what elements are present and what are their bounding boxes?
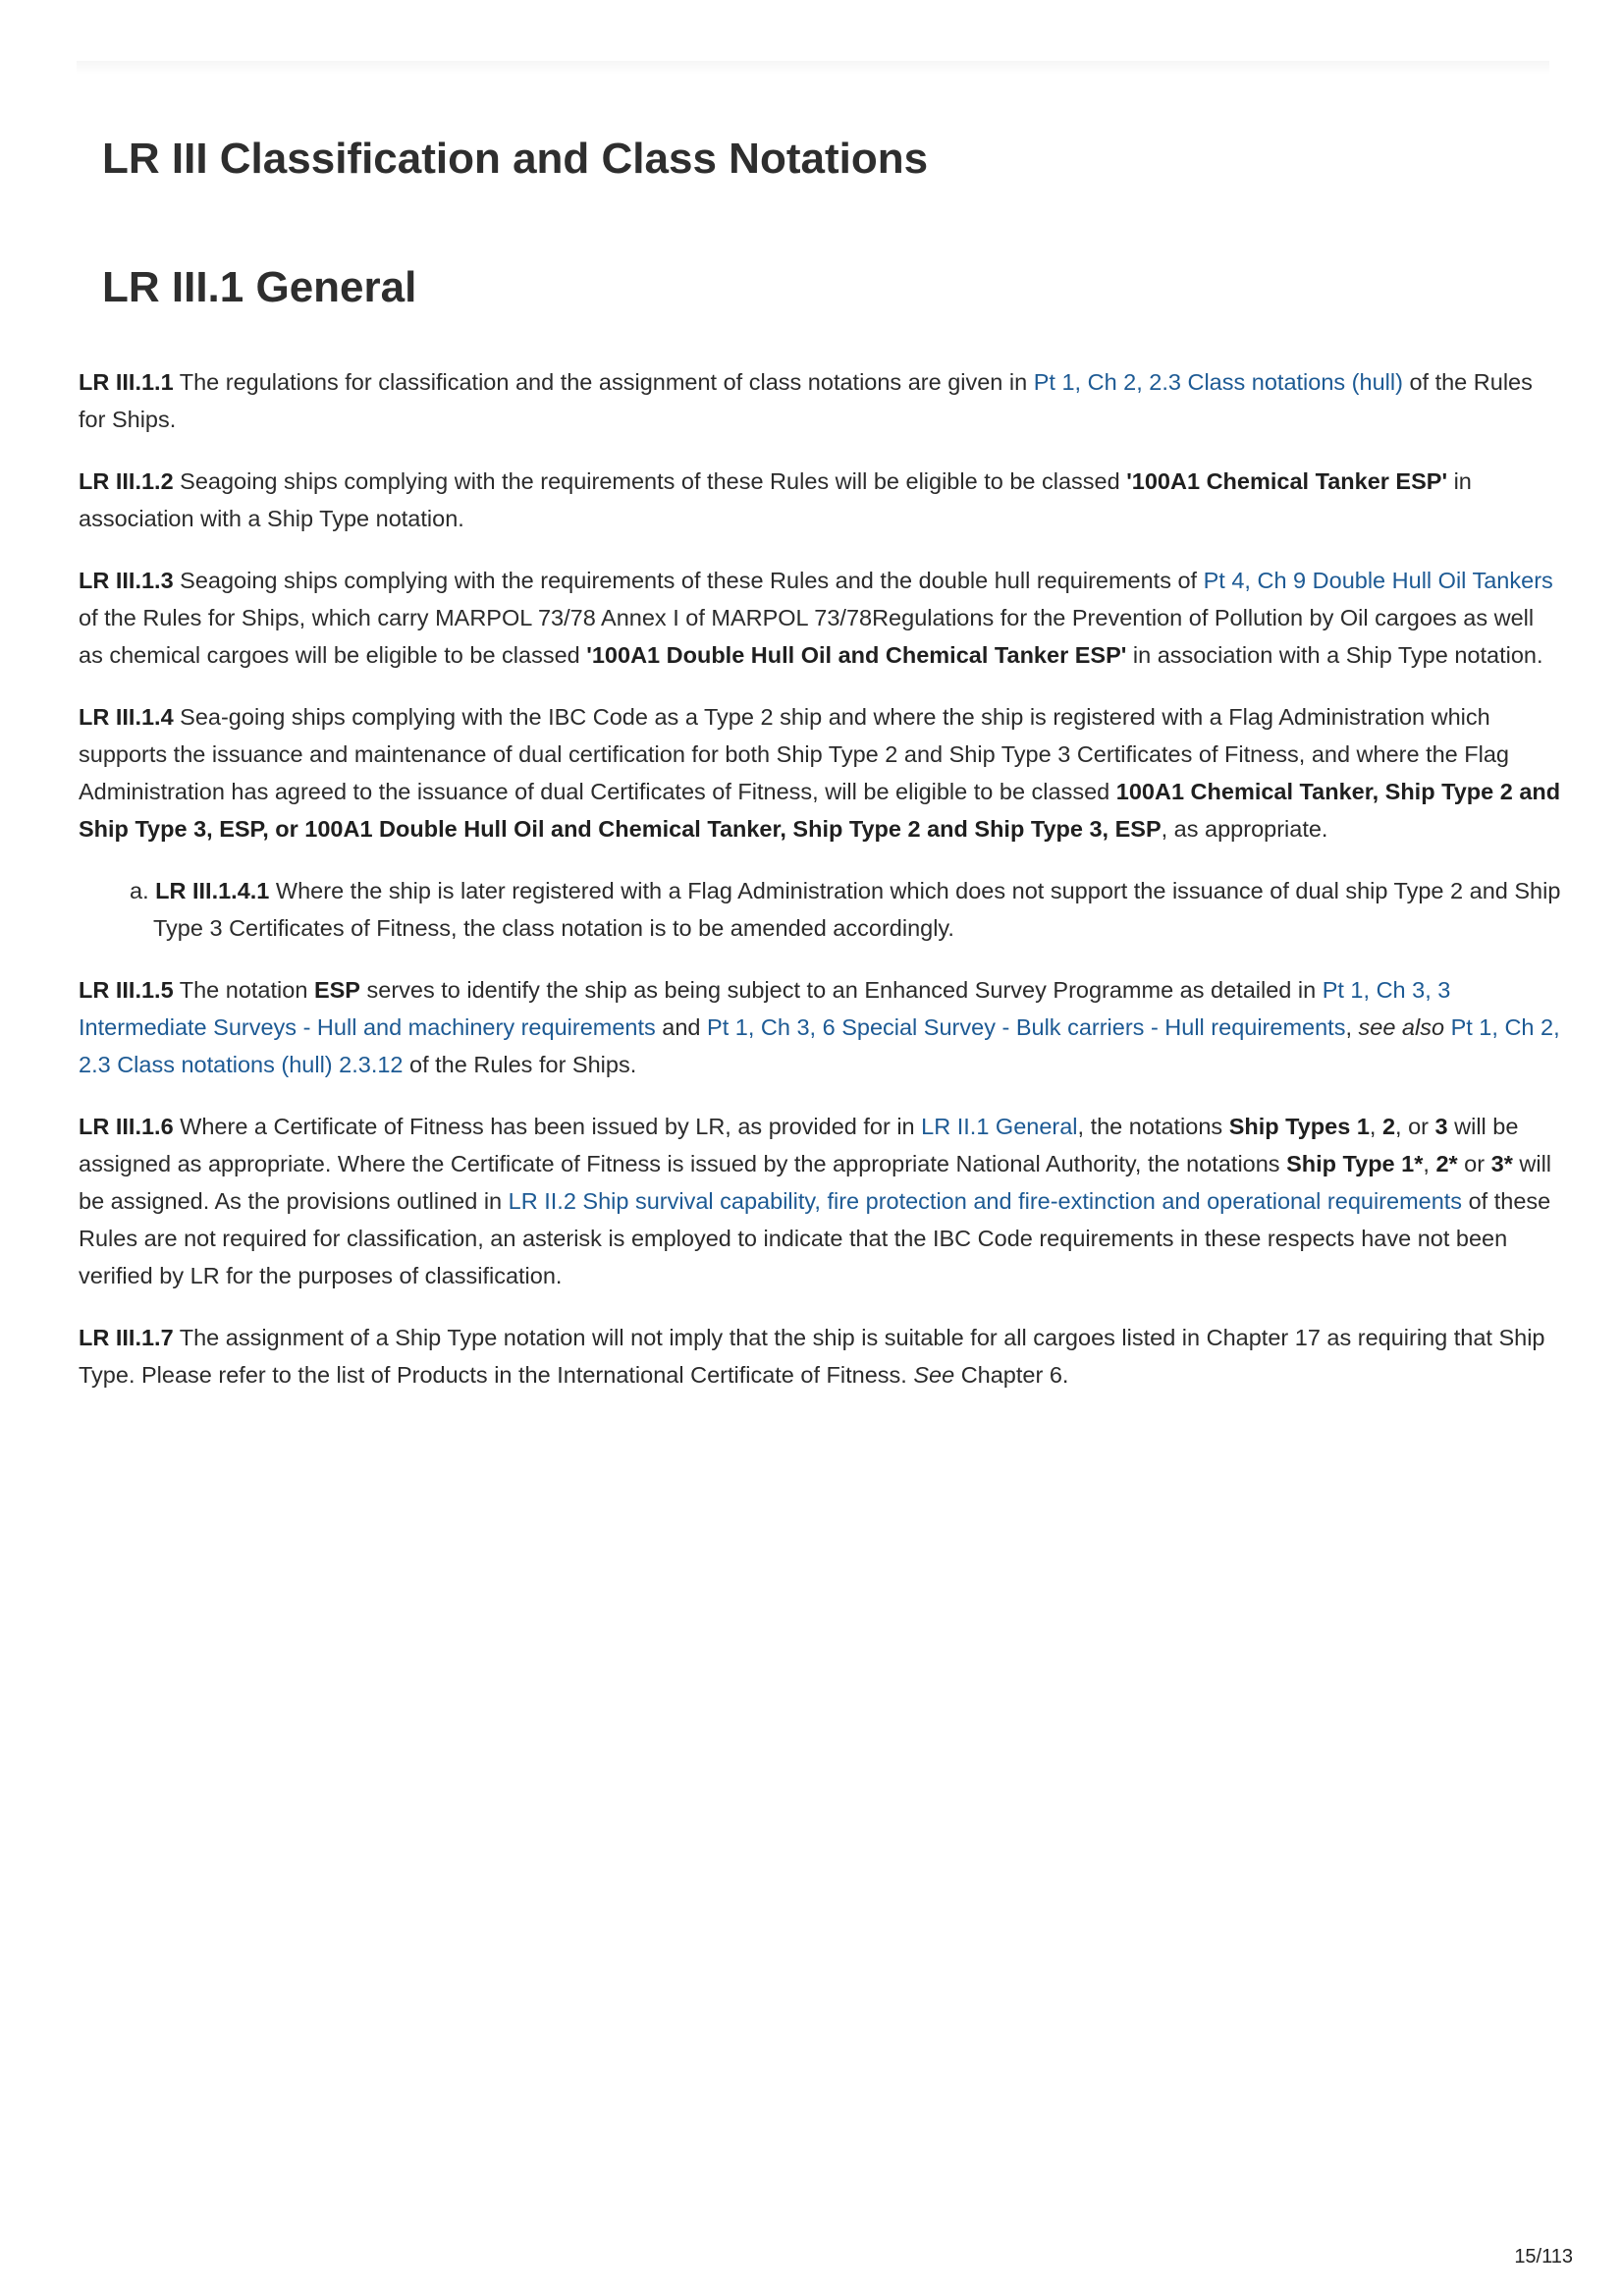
paragraph-III-1-4: LR III.1.4 Sea-going ships complying with the IBC Code as a Type 2 ship and where the ship is registered with a Flag Administration which supports the issuance and maintenance of dual certification for both Ship Type 2 and Ship Type 3 Certificates of Fitness, and where the Flag Administration has agreed to the issuance of dual Certificates of Fitness, will be eligible to be classed 100A1 Chemical Tanker, Ship Type 2 and Ship Type 3, ESP, or 100A1 Double Hull Oil and Chemical Tanker, Ship Type 2 and Ship Type 3, ESP, as appropriate. xyxy=(79,703,1561,842)
clause-number: LR III.1.2 xyxy=(79,467,174,494)
document-body xyxy=(79,118,1561,1394)
class-notation: 100A1 Chemical Tanker, Ship Type 2 and Ship Type 3, ESP, or 100A1 Double Hull Oil and Chemical Tanker, Ship Type 2 and Ship Type 3, ESP xyxy=(79,778,1561,842)
link-pt1-ch3-6[interactable]: Pt 1, Ch 3, 6 Special Survey - Bulk carriers - Hull requirements xyxy=(707,1013,1346,1040)
list-marker: a. xyxy=(130,877,156,903)
chapter-heading: LR III Classification and Class Notations xyxy=(102,135,929,183)
class-notation: '100A1 Double Hull Oil and Chemical Tanker ESP' xyxy=(586,641,1127,668)
link-pt1-ch3-3[interactable]: Pt 1, Ch 3, 3 Intermediate Surveys - Hull and machinery requirements xyxy=(79,976,1451,1040)
link-pt1-ch2-2-3[interactable]: Pt 1, Ch 2, 2.3 Class notations (hull) xyxy=(1033,368,1403,395)
class-notation: '100A1 Chemical Tanker ESP' xyxy=(1126,467,1448,494)
paragraph-III-1-2: LR III.1.2 Seagoing ships complying with the requirements of these Rules will be eligible to be classed '100A1 Chemical Tanker ESP' in association with a Ship Type notation. xyxy=(79,467,1472,531)
clause-number: LR III.1.3 xyxy=(79,567,174,593)
clause-number: LR III.1.4.1 xyxy=(155,877,270,903)
esp-notation: ESP xyxy=(313,976,360,1003)
paragraph-III-1-1: LR III.1.1 The regulations for classification and the assignment of class notations are given in Pt 1, Ch 2, 2.3 Class notations (hull) of the Rules for Ships. xyxy=(79,368,1533,432)
link-pt4-ch9[interactable]: Pt 4, Ch 9 Double Hull Oil Tankers xyxy=(1203,567,1553,593)
link-lr-ii-1[interactable]: LR II.1 General xyxy=(921,1113,1078,1139)
link-lr-ii-2[interactable]: LR II.2 Ship survival capability, fire protection and fire-extinction and operational requirements xyxy=(508,1187,1463,1214)
section-heading: LR III.1 General xyxy=(102,262,417,311)
clause-number: LR III.1.5 xyxy=(79,976,174,1003)
clause-number: LR III.1.7 xyxy=(79,1324,174,1350)
page-number: 15/113 xyxy=(1514,2246,1573,2268)
page-top-shade xyxy=(77,61,1549,75)
clause-number: LR III.1.4 xyxy=(79,703,174,730)
paragraph-III-1-6: LR III.1.6 Where a Certificate of Fitness has been issued by LR, as provided for in LR II.1 General, the notations Ship Types 1, 2, or 3 will be assigned as appropriate. Where the Certificate of Fitness is issued by the appropriate National Authority, the notations Ship Type 1*, 2* or 3* will be assigned. As the provisions outlined in LR II.2 Ship survival capability, fire protection and fire-extinction and operational requirements of these Rules are not required for classification, an asterisk is employed to indicate that the IBC Code requirements in these respects have not been verified by LR for the purposes of classification. xyxy=(79,1113,1552,1288)
paragraph-III-1-4-1: a. LR III.1.4.1 Where the ship is later registered with a Flag Administration which does not support the issuance of dual ship Type 2 and Ship Type 3 Certificates of Fitness, the class notation is to be amended accordingly. xyxy=(130,877,1561,941)
sub-clause-list xyxy=(79,872,1561,947)
clause-number: LR III.1.6 xyxy=(79,1113,174,1139)
link-pt1-ch2-2-3-12[interactable]: Pt 1, Ch 2, 2.3 Class notations (hull) 2.3.12 xyxy=(79,1013,1560,1077)
paragraph-III-1-5: LR III.1.5 The notation ESP serves to identify the ship as being subject to an Enhanced Survey Programme as detailed in Pt 1, Ch 3, 3 Intermediate Surveys - Hull and machinery requirements and Pt 1, Ch 3, 6 Special Survey - Bulk carriers - Hull requirements, see also Pt 1, Ch 2, 2.3 Class notations (hull) 2.3.12 of the Rules for Ships. xyxy=(79,976,1560,1077)
paragraph-III-1-7: LR III.1.7 The assignment of a Ship Type notation will not imply that the ship is suitable for all cargoes listed in Chapter 17 as requiring that Ship Type. Please refer to the list of Products in the International Certificate of Fitness. See Chapter 6. xyxy=(79,1324,1545,1388)
paragraph-III-1-3: LR III.1.3 Seagoing ships complying with the requirements of these Rules and the double hull requirements of Pt 4, Ch 9 Double Hull Oil Tankers of the Rules for Ships, which carry MARPOL 73/78 Annex I of MARPOL 73/78Regulations for the Prevention of Pollution by Oil cargoes as well as chemical cargoes will be eligible to be classed '100A1 Double Hull Oil and Chemical Tanker ESP' in association with a Ship Type notation. xyxy=(79,567,1553,668)
clause-number: LR III.1.1 xyxy=(79,368,174,395)
